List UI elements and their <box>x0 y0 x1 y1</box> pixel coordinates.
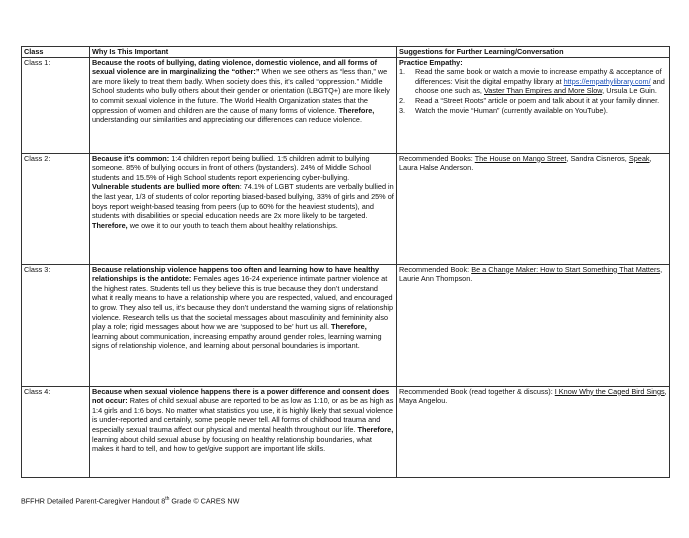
list-item <box>399 106 667 116</box>
why-text: learning about child sexual abuse by focusing on healthy relationship boundaries, what makes it hard to tell, and how to get/give support are important life skills. <box>92 434 372 454</box>
class-cell: Class 4: <box>22 386 90 477</box>
table-row <box>22 386 670 477</box>
why-cell <box>90 264 397 386</box>
header-why: Why Is This Important <box>90 47 397 58</box>
table-row <box>22 153 670 264</box>
why-lead: Vulnerable students are bullied more often <box>92 182 240 192</box>
suggestions-cell <box>397 57 670 153</box>
list-text: , Ursula Le Guin. <box>602 86 657 96</box>
why-cell <box>90 153 397 264</box>
suggestion-text: , Sandra Cisneros, <box>566 153 629 163</box>
header-suggestions: Suggestions for Further Learning/Conversation <box>397 47 670 58</box>
suggestion-text: , Maya Angelou. <box>399 386 667 406</box>
suggestions-heading: Practice Empathy: <box>399 57 463 67</box>
why-text: understanding our similarities and appreciating our differences can reduce violence. <box>92 115 363 125</box>
list-item <box>399 96 667 106</box>
list-number: 2. <box>399 95 406 105</box>
why-text: we owe it to our youth to teach them about healthy relationships. <box>127 220 338 230</box>
why-lead: Because it’s common: <box>92 153 170 163</box>
book-title: I Know Why the Caged Bird Sings <box>554 386 665 396</box>
header-class: Class <box>22 47 90 58</box>
why-text: Rates of child sexual abuse are reported to be as low as 1:10, or as be as high as 1:4 girls and 1:6 boys. No matter what statistics you use, it is highly likely that sexual violence is under-reported and certainly, some people never tell. All forms of childhood trauma and especially sexual trauma affect our physical and mental health throughout our life. <box>92 396 394 434</box>
class-cell: Class 2: <box>22 153 90 264</box>
curriculum-table <box>21 46 670 478</box>
suggestion-text: Recommended Book (read together & discuss): <box>399 386 555 396</box>
suggestions-cell <box>397 386 670 477</box>
list-text: Read the same book or watch a movie to increase empathy & acceptance of differences: Visit the digital empathy library at <box>415 67 662 86</box>
why-therefore: Therefore, <box>357 424 394 434</box>
suggestion-text: Recommended Book: <box>399 264 472 274</box>
footer-text: BFFHR Detailed Parent-Caregiver Handout 8 <box>21 496 166 506</box>
book-title: Vaster Than Empires and More Slow <box>483 86 603 96</box>
book-title: Speak <box>628 153 650 163</box>
book-title: Be a Change Maker: How to Start Something That Matters <box>471 264 661 274</box>
table-row <box>22 264 670 386</box>
why-cell <box>90 57 397 153</box>
list-text: and choose one such as, <box>415 76 665 96</box>
why-lead: Because when sexual violence happens there is a power difference and consent does not occur: <box>92 386 390 406</box>
suggestion-text: , Laurie Ann Thompson. <box>399 264 663 284</box>
page-footer <box>21 496 239 505</box>
why-text: When we see others as “less than,” we are more likely to treat them badly. When society does this, it’s called “oppression.” Middle School students who bully others about their gender or orientation (LBGTQ+) are more likely to commit sexual violence in the future. The World Health Organization states that the oppression of women and children are the cause of many forms of violence. <box>92 67 390 115</box>
class-cell: Class 1: <box>22 57 90 153</box>
book-title: The House on Mango Street <box>474 153 567 163</box>
table-row <box>22 57 670 153</box>
why-therefore: Therefore, <box>92 220 128 230</box>
footer-text: Grade © CARES NW <box>169 496 240 506</box>
footer-superscript: th <box>165 496 170 502</box>
why-therefore: Therefore, <box>331 322 367 332</box>
why-lead: Because relationship violence happens too often and learning how to have healthy relationships is the antidote: <box>92 264 380 284</box>
why-lead: Because the roots of bullying, dating violence, domestic violence, and all forms of sexual violence are in marginalizing the “other:” <box>92 57 378 77</box>
why-text: learning about communication, increasing empathy around gender roles, learning warning signs of relationship violence, and learning about personal boundaries is important. <box>92 331 382 351</box>
suggestions-cell <box>397 153 670 264</box>
suggestions-cell <box>397 264 670 386</box>
why-cell <box>90 386 397 477</box>
why-text: : 74.1% of LGBT students are verbally bullied in the last year, 1/3 of students of color reporting biased-based bullying, 33% of girls and 25% of boys report weight-based teasing from peers (up to 60% for the heaviest students), and students with disabilities or special education needs are 2x more likely to be targeted. <box>92 182 394 221</box>
list-text: Read a “Street Roots” article or poem and talk about it at your family dinner. <box>415 95 660 105</box>
class-cell: Class 3: <box>22 264 90 386</box>
list-number: 3. <box>399 105 406 115</box>
why-text: 1:4 children report being bullied. 1:5 children admit to bullying someone. 85% of bullying occurs in front of others (bystanders). 24% of Middle School students and 15.5% of High School students report experiencing cyber-bullying. <box>92 153 372 182</box>
suggestion-text: Recommended Books: <box>399 153 475 163</box>
list-number: 1. <box>399 67 406 77</box>
table-header-row <box>22 47 670 58</box>
why-text: Females ages 16-24 experience intimate partner violence at the highest rates. Students tell us they believe this is true because they don’t understand what it really means to have a relationship where you are respected, valued, and encouraged to grow. They also tell us, it’s because they don’t understand the warning signs of relationship violence. Research tells us that the societal messages about masculinity and femininity also play a role; rigid messages about how we are ‘supposed to be’ hurt us all. <box>92 274 394 332</box>
suggestion-text: , Laura Halse Anderson. <box>399 153 652 173</box>
list-text: Watch the movie “Human” (currently available on YouTube). <box>415 105 608 115</box>
why-therefore: Therefore, <box>338 105 375 115</box>
list-item <box>399 67 667 96</box>
empathy-library-link[interactable]: https://empathylibrary.com/ <box>563 76 651 86</box>
